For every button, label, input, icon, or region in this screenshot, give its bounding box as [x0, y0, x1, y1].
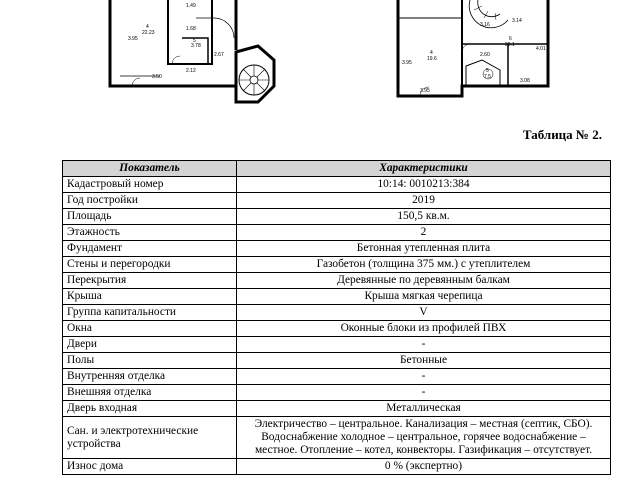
- row-label: Сан. и электротехнические устройства: [63, 417, 237, 459]
- row-value: Деревянные по деревянным балкам: [237, 273, 611, 289]
- table-row: [63, 209, 611, 225]
- table-row: [63, 177, 611, 193]
- stair-tower: [236, 46, 274, 102]
- row-value: -: [237, 369, 611, 385]
- row-label: Двери: [63, 337, 237, 353]
- table-row: [63, 193, 611, 209]
- plan1-dim-top: 1.49: [186, 3, 196, 9]
- row-label: Кадастровый номер: [63, 177, 237, 193]
- row-value: 2: [237, 225, 611, 241]
- header-characteristics: Характеристики: [237, 161, 611, 177]
- plan1-dim-small: 2.12: [186, 68, 196, 74]
- plan1-room-number: 4: [146, 24, 149, 30]
- header-indicator: Показатель: [63, 161, 237, 177]
- table-row: [63, 385, 611, 401]
- table-row: [63, 417, 611, 459]
- plan1-small-room-area: 3.78: [191, 43, 201, 49]
- row-value: 2019: [237, 193, 611, 209]
- plan2-dim-g: 3.08: [520, 78, 530, 84]
- row-label: Фундамент: [63, 241, 237, 257]
- plan2-room2-area: 20.1: [505, 42, 515, 48]
- row-label: Группа капитальности: [63, 305, 237, 321]
- floor-plans: [0, 0, 640, 110]
- row-label: Перекрытия: [63, 273, 237, 289]
- plan2-dim-f: 3.95: [420, 88, 430, 94]
- plan1-dim-left: 3.95: [128, 36, 138, 42]
- row-value: V: [237, 305, 611, 321]
- table-row: [63, 241, 611, 257]
- plan2-room2-number: 6: [509, 36, 512, 42]
- row-value: Металлическая: [237, 401, 611, 417]
- row-value: -: [237, 385, 611, 401]
- row-label: Износ дома: [63, 459, 237, 475]
- row-label: Внутренняя отделка: [63, 369, 237, 385]
- row-label: Дверь входная: [63, 401, 237, 417]
- row-value: 0 % (экспертно): [237, 459, 611, 475]
- plan2-dim-a: 3.16: [480, 22, 490, 28]
- row-label: Полы: [63, 353, 237, 369]
- row-value: Крыша мягкая черепица: [237, 289, 611, 305]
- table-row: [63, 273, 611, 289]
- table-row: [63, 401, 611, 417]
- plan2-room3-number: 5: [486, 68, 489, 74]
- row-value: Бетонная утепленная плита: [237, 241, 611, 257]
- row-label: Стены и перегородки: [63, 257, 237, 273]
- plan2-dim-e: 4.01: [536, 46, 546, 52]
- row-value: -: [237, 337, 611, 353]
- row-value: 150,5 кв.м.: [237, 209, 611, 225]
- row-label: Крыша: [63, 289, 237, 305]
- table-row: [63, 225, 611, 241]
- plan2-room1-number: 4: [430, 50, 433, 56]
- table-row: [63, 459, 611, 475]
- plan2-dim-b: 3.14: [512, 18, 522, 24]
- row-label: Окна: [63, 321, 237, 337]
- plan1-dim-bottom: 3.50: [152, 74, 162, 80]
- row-value: Газобетон (толщина 375 мм.) с утеплителем: [237, 257, 611, 273]
- row-label: Площадь: [63, 209, 237, 225]
- row-value: 10:14: 0010213:384: [237, 177, 611, 193]
- plan2-room1-area: 19.6: [427, 56, 437, 62]
- plan1-dim-mid: 1.68: [186, 26, 196, 32]
- table-row: [63, 321, 611, 337]
- table-row: [63, 353, 611, 369]
- row-label: Этажность: [63, 225, 237, 241]
- table-row: [63, 337, 611, 353]
- row-label: Внешняя отделка: [63, 385, 237, 401]
- floor-plan-first: [110, 0, 274, 102]
- property-characteristics-table: [62, 160, 611, 475]
- plan1-dim-side: 2.67: [214, 52, 224, 58]
- row-value: Оконные блоки из профилей ПВХ: [237, 321, 611, 337]
- plan2-dim-d: 3.95: [402, 60, 412, 66]
- row-value: Электричество – центральное. Канализация – местная (септик, СБО). Водоснабжение холодное – центральное, горячее водоснабжение – местное. Отопление – котел, конвекторы. Газификация – отсутствует.: [237, 417, 611, 459]
- table-caption: Таблица № 2.: [522, 127, 602, 142]
- plan1-small-room-number: 5: [193, 38, 196, 44]
- table-row: [63, 289, 611, 305]
- row-value: Бетонные: [237, 353, 611, 369]
- table-row: [63, 305, 611, 321]
- table-row: [63, 369, 611, 385]
- table-row: [63, 257, 611, 273]
- plan2-room3-area: 7.5: [484, 74, 491, 80]
- row-label: Год постройки: [63, 193, 237, 209]
- table-header-row: [63, 161, 611, 177]
- plan2-dim-c: 2.60: [480, 52, 490, 58]
- plan1-room-area: 22.23: [142, 30, 155, 36]
